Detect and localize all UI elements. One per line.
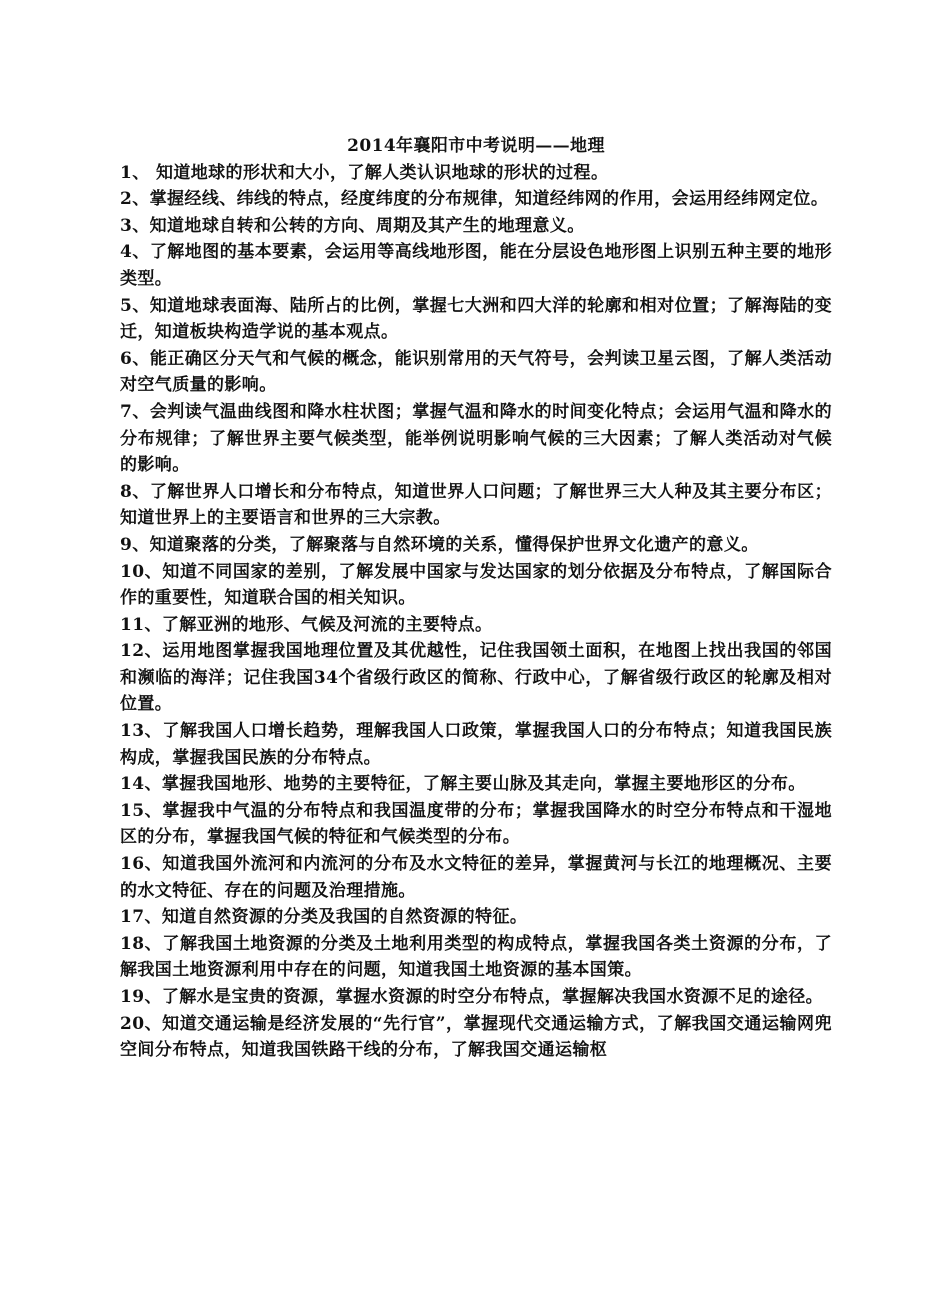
list-item: 4、了解地图的基本要素，会运用等高线地形图，能在分层设色地形图上识别五种主要的地形类型。 <box>120 242 832 289</box>
list-item: 10、知道不同国家的差别，了解发展中国家与发达国家的划分依据及分布特点，了解国际合作的重要性，知道联合国的相关知识。 <box>120 561 832 609</box>
document-body <box>120 133 832 1064</box>
list-item: 11、了解亚洲的地形、气候及河流的主要特点。 <box>120 614 493 635</box>
list-item: 17、知道自然资源的分类及我国的自然资源的特征。 <box>120 907 528 928</box>
list-item: 19、了解水是宝贵的资源，掌握水资源的时空分布特点，掌握解决我国水资源不足的途径。 <box>120 987 824 1007</box>
list-item: 7、会判读气温曲线图和降水柱状图；掌握气温和降水的时间变化特点；会运用气温和降水的分布规律；了解世界主要气候类型，能举例说明影响气候的三大因素；了解人类活动对气候的影响。 <box>120 401 832 476</box>
list-item: 5、知道地球表面海、陆所占的比例，掌握七大洲和四大洋的轮廓和相对位置；了解海陆的变迁，知道板块构造学说的基本观点。 <box>120 295 832 343</box>
list-item: 3、知道地球自转和公转的方向、周期及其产生的地理意义。 <box>120 215 585 236</box>
list-item: 9、知道聚落的分类，了解聚落与自然环境的关系，懂得保护世界文化遗产的意义。 <box>120 534 759 555</box>
list-item: 6、能正确区分天气和气候的概念，能识别常用的天气符号，会判读卫星云图，了解人类活动对空气质量的影响。 <box>120 348 832 396</box>
list-item: 2、掌握经线、纬线的特点，经度纬度的分布规律，知道经纬网的作用，会运用经纬网定位。 <box>120 189 829 210</box>
list-item: 1、 知道地球的形状和大小，了解人类认识地球的形状的过程。 <box>120 162 609 183</box>
list-item: 18、了解我国土地资源的分类及土地利用类型的构成特点，掌握我国各类土资源的分布，了解我国土地资源利用中存在的问题，知道我国土地资源的基本国策。 <box>120 933 832 981</box>
list-item: 20、知道交通运输是经济发展的“先行官”，掌握现代交通运输方式，了解我国交通运输网兜 空间分布特点，知道我国铁路干线的分布，了解我国交通运输枢 <box>120 1013 832 1061</box>
list-item: 12、运用地图掌握我国地理位置及其优越性，记住我国领土面积，在地图上找出我国的邻国和濒临的海洋；记住我国34个省级行政区的简称、行政中心，了解省级行政区的轮廓及相对位置。 <box>120 641 832 715</box>
list-item: 14、掌握我国地形、地势的主要特征，了解主要山脉及其走向，掌握主要地形区的分布。 <box>120 774 806 795</box>
document-title: 2014年襄阳市中考说明——地理 <box>347 136 605 156</box>
list-item: 15、掌握我中气温的分布特点和我国温度带的分布；掌握我国降水的时空分布特点和干湿地区的分布，掌握我国气候的特征和气候类型的分布。 <box>120 800 832 848</box>
list-item: 13、了解我国人口增长趋势，理解我国人口政策，掌握我国人口的分布特点；知道我国民族构成，掌握我国民族的分布特点。 <box>120 721 832 768</box>
list-item: 16、知道我国外流河和内流河的分布及水文特征的差异，掌握黄河与长江的地理概况、主要的水文特征、存在的问题及治理措施。 <box>120 854 832 901</box>
list-item: 8、了解世界人口增长和分布特点，知道世界人口问题；了解世界三大人种及其主要分布区；知道世界上的主要语言和世界的三大宗教。 <box>120 481 832 529</box>
